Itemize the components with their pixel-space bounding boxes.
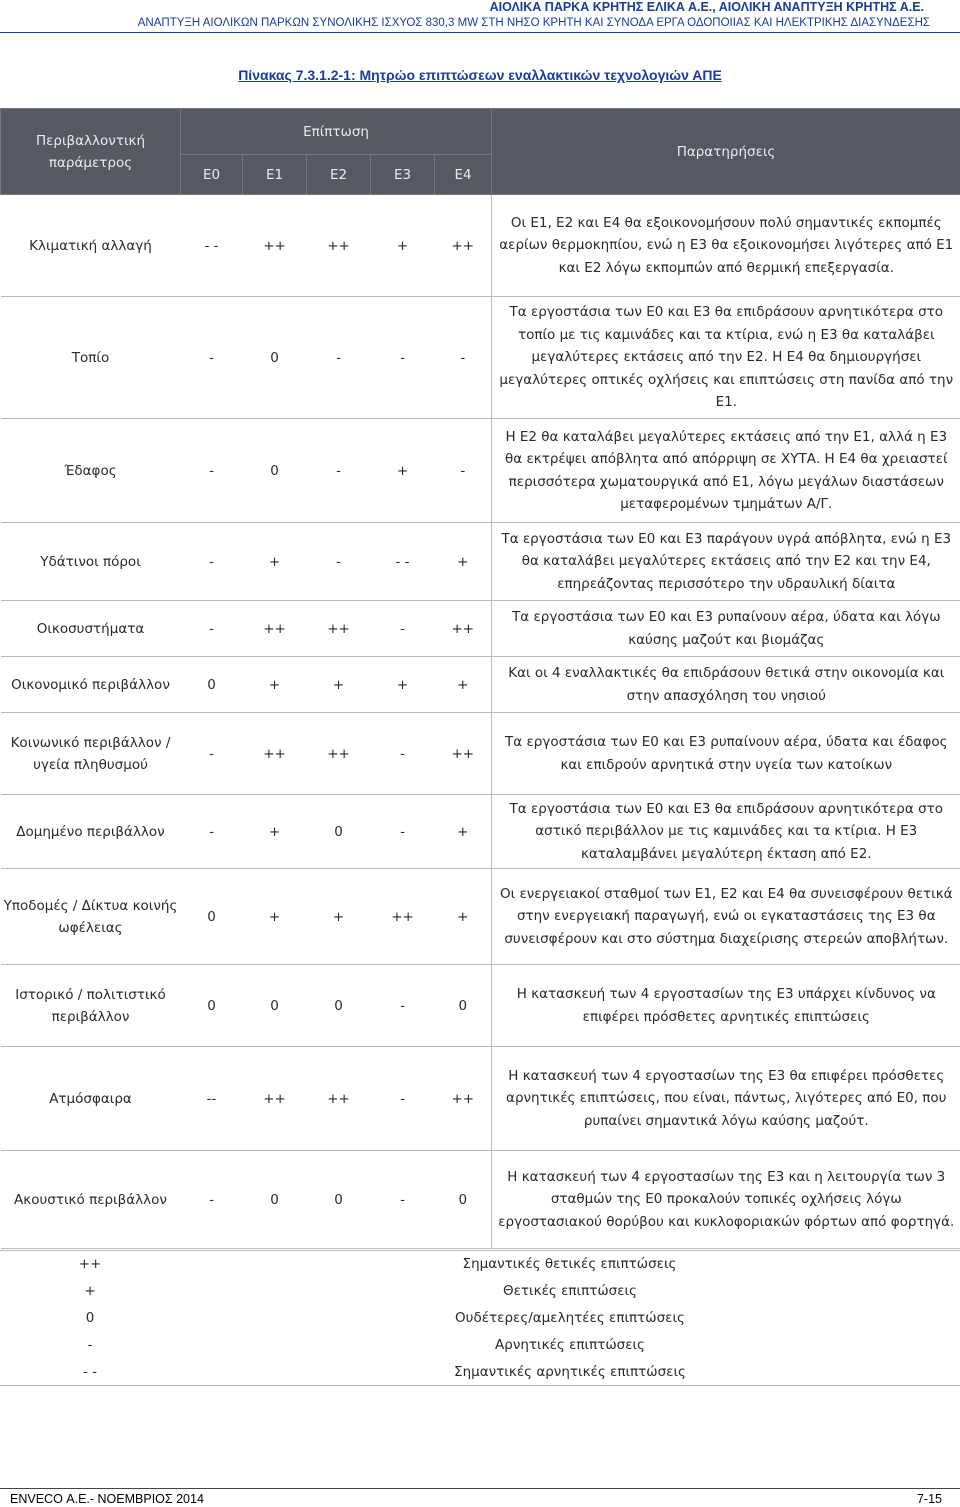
value-e3: + (371, 657, 435, 713)
table-row (1, 795, 960, 869)
param-cell: Κλιματική αλλαγή (1, 195, 181, 297)
value-e1: 0 (243, 1151, 307, 1249)
value-e4: 0 (435, 1151, 492, 1249)
value-e3: - (371, 601, 435, 657)
value-e1: ++ (243, 713, 307, 795)
value-e2: 0 (307, 1151, 371, 1249)
value-e2: - (307, 297, 371, 419)
legend-text: Θετικές επιπτώσεις (180, 1278, 960, 1305)
value-e4: ++ (435, 713, 492, 795)
table-row (1, 419, 960, 523)
value-e2: 0 (307, 965, 371, 1047)
value-e2: - (307, 419, 371, 523)
value-e2: ++ (307, 601, 371, 657)
value-e3: - (371, 795, 435, 869)
value-e1: + (243, 657, 307, 713)
value-e3: ++ (371, 869, 435, 965)
legend-table (0, 1250, 960, 1386)
value-e3: - - (371, 523, 435, 601)
value-e3: - (371, 297, 435, 419)
value-e0: - (181, 297, 243, 419)
legend-text: Σημαντικές θετικές επιπτώσεις (180, 1251, 960, 1278)
value-e4: + (435, 869, 492, 965)
value-e0: 0 (181, 657, 243, 713)
footer-left: ENVECO Α.Ε.- ΝΟΕΜΒΡΙΟΣ 2014 (10, 1491, 204, 1507)
legend-symbol: + (0, 1278, 180, 1305)
value-e2: + (307, 869, 371, 965)
note-cell: Τα εργοστάσια των Ε0 και Ε3 ρυπαίνουν αέρα, ύδατα και λόγω καύσης μαζούτ και βιομάζας (492, 601, 960, 657)
table-row (1, 657, 960, 713)
value-e1: + (243, 795, 307, 869)
legend-text: Αρνητικές επιπτώσεις (180, 1332, 960, 1359)
value-e4: - (435, 419, 492, 523)
legend-row (0, 1332, 960, 1359)
legend-symbol: ++ (0, 1251, 180, 1278)
value-e1: 0 (243, 419, 307, 523)
table-row (1, 1151, 960, 1249)
legend-row (0, 1305, 960, 1332)
value-e1: 0 (243, 965, 307, 1047)
legend-symbol: - - (0, 1359, 180, 1386)
table-row (1, 601, 960, 657)
value-e3: - (371, 965, 435, 1047)
legend-row (0, 1359, 960, 1386)
value-e2: ++ (307, 713, 371, 795)
table-row (1, 713, 960, 795)
param-cell: Υποδομές / Δίκτυα κοινής ωφέλειας (1, 869, 181, 965)
value-e2: ++ (307, 1047, 371, 1151)
note-cell: Τα εργοστάσια των Ε0 και Ε3 παράγουν υγρά απόβλητα, ενώ η Ε3 θα καταλάβει μεγαλύτερες εκτάσεις από την Ε2 και την Ε4, επηρεάζοντας περισσότερο την υδραυλική δίαιτα (492, 523, 960, 601)
value-e3: - (371, 713, 435, 795)
note-cell: Η Ε2 θα καταλάβει μεγαλύτερες εκτάσεις από την Ε1, αλλά η Ε3 θα εκτρέψει απόβλητα από απόρριψη σε ΧΥΤΑ. Η Ε4 θα χρειαστεί περισσότερα χωματουργικά από Ε1, λόγω μεγάλων διαστάσεων μεταφερομένων τμημάτων Α/Γ. (492, 419, 960, 523)
note-cell: Η κατασκευή των 4 εργοστασίων της Ε3 και η λειτουργία των 3 σταθμών της Ε0 προκαλούν τοπικές οχλήσεις λόγω εργοστασιακού θορύβου και κυκλοφοριακών φόρτων από φορτηγά. (492, 1151, 960, 1249)
legend-symbol: - (0, 1332, 180, 1359)
header-e2: Ε2 (307, 155, 371, 195)
param-cell: Έδαφος (1, 419, 181, 523)
param-cell: Ιστορικό / πολιτιστικό περιβάλλον (1, 965, 181, 1047)
value-e4: ++ (435, 601, 492, 657)
header-impact: Επίπτωση (181, 109, 492, 155)
value-e0: 0 (181, 965, 243, 1047)
value-e4: ++ (435, 1047, 492, 1151)
note-cell: Τα εργοστάσια των Ε0 και Ε3 θα επιδράσουν αρνητικότερα στο τοπίο με τις καμινάδες και τα κτίρια, ενώ η Ε3 θα καταλάβει μεγαλύτερες εκτάσεις από την Ε2. Η Ε4 θα δημιουργήσει μεγαλύτερες οπτικές οχλήσεις και επιπτώσεις στη πανίδα από την Ε1. (492, 297, 960, 419)
header-notes: Παρατηρήσεις (492, 109, 960, 195)
param-cell: Υδάτινοι πόροι (1, 523, 181, 601)
legend-row (0, 1278, 960, 1305)
value-e1: ++ (243, 601, 307, 657)
value-e0: - (181, 795, 243, 869)
value-e2: ++ (307, 195, 371, 297)
header-e3: Ε3 (371, 155, 435, 195)
value-e3: - (371, 1047, 435, 1151)
value-e0: - (181, 713, 243, 795)
legend-text: Ουδέτερες/αμελητέες επιπτώσεις (180, 1305, 960, 1332)
header-project: ΑΝΑΠΤΥΞΗ ΑΙΟΛΙΚΩΝ ΠΑΡΚΩΝ ΣΥΝΟΛΙΚΗΣ ΙΣΧΥΟΣ 830,3 MW ΣΤΗ ΝΗΣΟ ΚΡΗΤΗ ΚΑΙ ΣΥΝΟΔΑ ΕΡΓΑ ΟΔΟΠΟΙΙΑΣ ΚΑΙ ΗΛΕΚΤΡΙΚΗΣ ΔΙΑΣΥΝΔΕΣΗΣ (0, 16, 960, 33)
value-e0: - (181, 1151, 243, 1249)
header-param: Περιβαλλοντική παράμετρος (1, 109, 181, 195)
page-footer (0, 1488, 960, 1507)
value-e1: ++ (243, 1047, 307, 1151)
value-e3: - (371, 1151, 435, 1249)
value-e4: - (435, 297, 492, 419)
table-row (1, 965, 960, 1047)
note-cell: Και οι 4 εναλλακτικές θα επιδράσουν θετικά στην οικονομία και στην απασχόληση του νησιού (492, 657, 960, 713)
value-e4: ++ (435, 195, 492, 297)
value-e0: - (181, 601, 243, 657)
value-e4: + (435, 657, 492, 713)
note-cell: Οι ενεργειακοί σταθμοί των Ε1, Ε2 και Ε4 θα συνεισφέρουν θετικά στην ενεργειακή παραγωγή, ενώ οι εγκαταστάσεις της Ε3 θα συνεισφέρουν και στο σύστημα διαχείρισης στερεών αποβλήτων. (492, 869, 960, 965)
value-e1: + (243, 523, 307, 601)
param-cell: Κοινωνικό περιβάλλον / υγεία πληθυσμού (1, 713, 181, 795)
note-cell: Η κατασκευή των 4 εργοστασίων της Ε3 θα επιφέρει πρόσθετες αρνητικές επιπτώσεις, που είναι, πάντως, λιγότερες από Ε0, που ρυπαίνει σημαντικά λόγω καύσης μαζούτ. (492, 1047, 960, 1151)
legend-symbol: 0 (0, 1305, 180, 1332)
note-cell: Τα εργοστάσια των Ε0 και Ε3 θα επιδράσουν αρνητικότερα στο αστικό περιβάλλον με τις καμινάδες και τα κτίρια. Η Ε3 καταλαμβάνει μεγαλύτερη έκταση από Ε2. (492, 795, 960, 869)
header-e4: Ε4 (435, 155, 492, 195)
value-e1: + (243, 869, 307, 965)
table-row (1, 523, 960, 601)
page-number: 7-15 (917, 1491, 942, 1507)
value-e2: + (307, 657, 371, 713)
value-e0: - (181, 523, 243, 601)
impact-table (0, 108, 960, 1249)
value-e0: - (181, 419, 243, 523)
value-e3: + (371, 195, 435, 297)
param-cell: Τοπίο (1, 297, 181, 419)
value-e1: ++ (243, 195, 307, 297)
table-title: Πίνακας 7.3.1.2-1: Μητρώο επιπτώσεων εναλλακτικών τεχνολογιών ΑΠΕ (0, 66, 960, 84)
value-e1: 0 (243, 297, 307, 419)
note-cell: Η κατασκευή των 4 εργοστασίων της Ε3 υπάρχει κίνδυνος να επιφέρει πρόσθετες αρνητικές επιπτώσεις (492, 965, 960, 1047)
value-e0: 0 (181, 869, 243, 965)
header-e1: Ε1 (243, 155, 307, 195)
note-cell: Τα εργοστάσια των Ε0 και Ε3 ρυπαίνουν αέρα, ύδατα και έδαφος και επιδρούν αρνητικά στην υγεία των κατοίκων (492, 713, 960, 795)
table-row (1, 195, 960, 297)
param-cell: Ακουστικό περιβάλλον (1, 1151, 181, 1249)
param-cell: Δομημένο περιβάλλον (1, 795, 181, 869)
table-row (1, 1047, 960, 1151)
value-e2: 0 (307, 795, 371, 869)
value-e4: 0 (435, 965, 492, 1047)
header-company: ΑΙΟΛΙΚΑ ΠΑΡΚΑ ΚΡΗΤΗΣ ΕΛΙΚΑ Α.Ε., ΑΙΟΛΙΚΗ ΑΝΑΠΤΥΞΗ ΚΡΗΤΗΣ Α.Ε. (0, 0, 960, 14)
legend-row (0, 1251, 960, 1278)
table-row (1, 869, 960, 965)
param-cell: Οικοσυστήματα (1, 601, 181, 657)
param-cell: Ατμόσφαιρα (1, 1047, 181, 1151)
legend-text: Σημαντικές αρνητικές επιπτώσεις (180, 1359, 960, 1386)
value-e2: - (307, 523, 371, 601)
value-e0: - - (181, 195, 243, 297)
value-e0: -- (181, 1047, 243, 1151)
value-e4: + (435, 795, 492, 869)
header-e0: Ε0 (181, 155, 243, 195)
note-cell: Οι Ε1, Ε2 και Ε4 θα εξοικονομήσουν πολύ σημαντικές εκπομπές αερίων θερμοκηπίου, ενώ η Ε3 θα εξοικονομήσει λιγότερες από Ε1 και Ε2 λόγω εκπομπών από θερμική επεξεργασία. (492, 195, 960, 297)
value-e3: + (371, 419, 435, 523)
param-cell: Οικονομικό περιβάλλον (1, 657, 181, 713)
table-row (1, 297, 960, 419)
value-e4: + (435, 523, 492, 601)
